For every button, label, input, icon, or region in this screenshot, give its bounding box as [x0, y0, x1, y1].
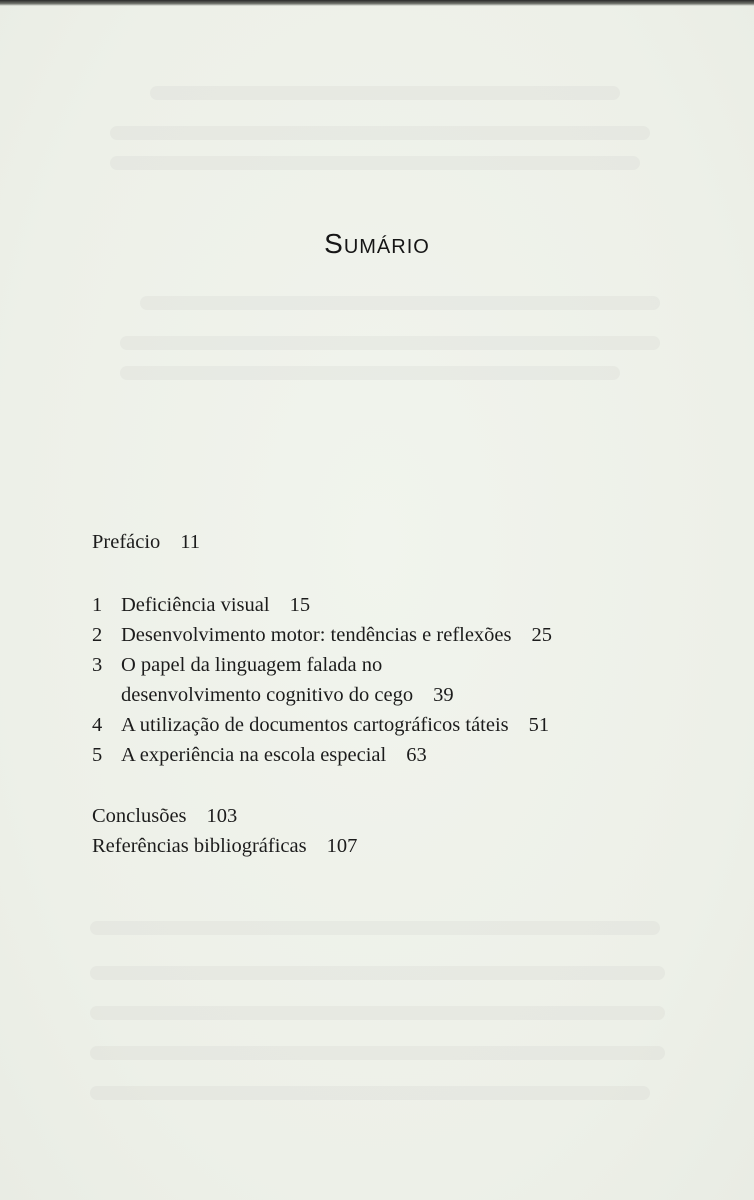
bleed-through-line	[120, 366, 620, 380]
chapter-title-line-1: O papel da linguagem falada no	[121, 654, 383, 676]
toc-entry-references	[92, 831, 357, 861]
bleed-through-line	[120, 336, 660, 350]
chapter-title-line-2: desenvolvimento cognitivo do cego	[121, 684, 414, 706]
chapter-number: 4	[92, 714, 103, 736]
toc-entry-label: Prefácio	[92, 531, 161, 553]
toc-page-number: 11	[180, 531, 201, 553]
chapter-number: 2	[92, 624, 103, 646]
bleed-through-line	[90, 1086, 650, 1100]
chapter-title: A experiência na escola especial	[121, 744, 387, 766]
toc-page-number: 63	[406, 744, 427, 766]
toc-entry-chapter-3	[92, 650, 382, 680]
chapter-title: Desenvolvimento motor: tendências e reflexões	[121, 624, 512, 646]
bleed-through-line	[110, 126, 650, 140]
toc-page-number: 103	[206, 805, 238, 827]
toc-page-number: 39	[433, 684, 454, 706]
chapter-title: Deficiência visual	[121, 594, 270, 616]
bleed-through-line	[90, 966, 665, 980]
toc-entry-chapter-5	[92, 740, 427, 770]
toc-page-number: 51	[528, 714, 550, 736]
toc-entry-chapter-2	[92, 620, 552, 650]
bleed-through-line	[90, 1006, 665, 1020]
bleed-through-line	[110, 156, 640, 170]
bleed-through-line	[150, 86, 620, 100]
chapter-number: 1	[92, 594, 103, 616]
toc-page-number: 107	[326, 835, 358, 857]
toc-entry-chapter-1	[92, 590, 310, 620]
bleed-through-line	[140, 296, 660, 310]
bleed-through-line	[90, 921, 660, 935]
toc-entry-conclusions	[92, 801, 237, 831]
page-title: Sumário	[324, 228, 430, 259]
toc-page-number: 15	[289, 594, 311, 616]
toc-entry-preface	[92, 527, 200, 557]
chapter-number: 3	[92, 654, 103, 676]
toc-entry-chapter-4	[92, 710, 549, 740]
toc-entry-chapter-3-continued	[92, 680, 454, 710]
toc-page-number: 25	[531, 624, 553, 646]
bleed-through-line	[90, 1046, 665, 1060]
toc-entry-label: Referências bibliográficas	[92, 835, 307, 857]
toc-entry-label: Conclusões	[92, 805, 187, 827]
chapter-number: 5	[92, 744, 103, 766]
chapter-title: A utilização de documentos cartográficos táteis	[121, 714, 509, 736]
